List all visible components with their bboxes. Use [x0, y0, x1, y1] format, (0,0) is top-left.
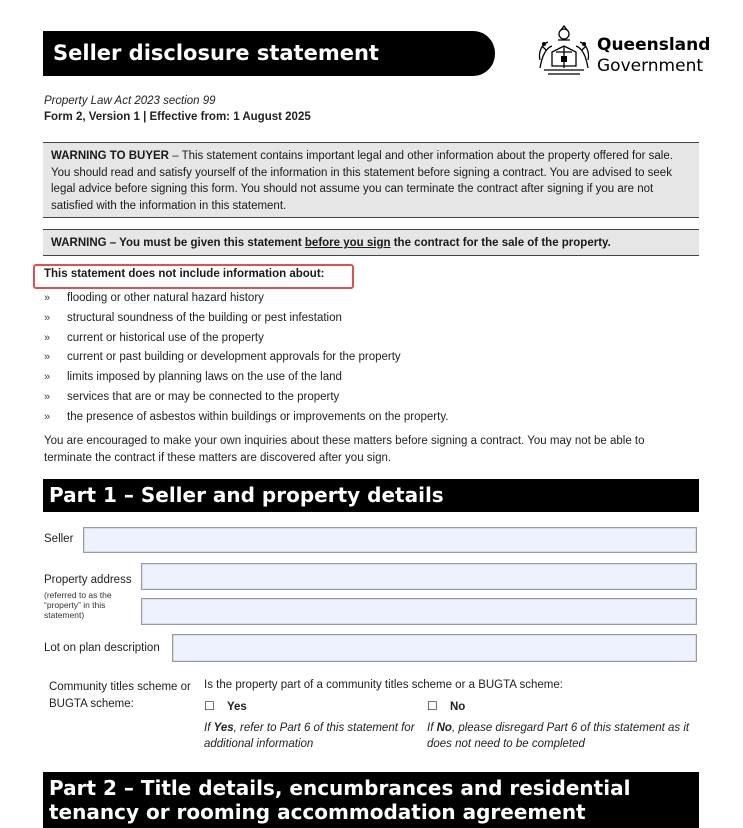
list-item-text: limits imposed by planning laws on the use of the land — [67, 371, 342, 384]
yes-note — [204, 720, 419, 752]
no-note-bold: No — [436, 722, 452, 734]
community-titles-label: Community titles scheme or BUGTA scheme: — [49, 681, 191, 710]
logo-wordmark-queensland: Queensland — [597, 35, 711, 55]
bullet-marker: » — [44, 410, 51, 423]
lot-on-plan-input[interactable] — [172, 634, 697, 662]
list-item-text: services that are or may be connected to the property — [67, 390, 340, 403]
list-item — [44, 289, 684, 309]
warning-sign-box — [43, 229, 699, 256]
warning-to-buyer-label: WARNING TO BUYER — [51, 150, 169, 162]
seller-label: Seller — [44, 533, 74, 545]
list-item-text: flooding or other natural hazard history — [67, 292, 264, 304]
not-included-list — [44, 289, 684, 428]
not-included-heading: This statement does not include information about: — [44, 268, 325, 280]
form-version: Form 2, Version 1 | Effective from: 1 August 2025 — [44, 111, 311, 123]
no-note — [427, 720, 692, 752]
yes-checkbox[interactable]: ☐ — [204, 699, 215, 713]
no-note-rest: , please disregard Part 6 of this statement as it does not need to be completed — [427, 722, 690, 750]
lot-on-plan-label: Lot on plan description — [44, 642, 160, 654]
list-item — [44, 388, 684, 408]
seller-input[interactable] — [83, 527, 697, 553]
logo-wordmark-government: Government — [597, 56, 704, 76]
bullet-marker: » — [44, 351, 51, 364]
encouragement-paragraph: You are encouraged to make your own inquiries about these matters before signing a contract. You may not be able to terminate the contract if these matters are discovered after you sign. — [44, 435, 645, 464]
warning-sign-prefix: WARNING – You must be given this statement — [51, 237, 305, 249]
warning-to-buyer-text: – This statement contains important legal and other information about the property offered for sale. You should read and satisfy yourself of the information in this statement before signing a contract. You are advised to seek legal advice before signing this form. You should not assume you can terminate the contract after signing if you are not satisfied with the information in this statement. — [51, 150, 673, 212]
property-address-note: (referred to as the “property” in this statement) — [44, 590, 112, 620]
bullet-marker: » — [44, 371, 51, 384]
yes-option-label: Yes — [227, 701, 247, 713]
no-checkbox[interactable]: ☐ — [427, 699, 438, 713]
list-item — [44, 329, 684, 349]
bullet-marker: » — [44, 390, 51, 403]
bullet-marker: » — [44, 331, 51, 344]
no-note-if: If — [427, 722, 437, 734]
act-reference: Property Law Act 2023 section 99 — [44, 95, 216, 107]
warning-to-buyer-box — [43, 142, 699, 218]
yes-note-bold: Yes — [213, 722, 234, 734]
part2-heading: Part 2 – Title details, encumbrances and residential tenancy or rooming accommodation agreement — [43, 772, 699, 828]
yes-note-rest: , refer to Part 6 of this statement for additional information — [204, 722, 415, 750]
list-item — [44, 348, 684, 368]
property-address-input-line1[interactable] — [141, 563, 697, 590]
list-item — [44, 408, 684, 428]
list-item-text: the presence of asbestos within buildings or improvements on the property. — [67, 410, 449, 423]
community-titles-question: Is the property part of a community titles scheme or a BUGTA scheme: — [204, 679, 563, 691]
part1-heading: Part 1 – Seller and property details — [43, 479, 699, 512]
bullet-marker: » — [44, 311, 51, 324]
list-item-text: current or historical use of the property — [67, 331, 264, 344]
no-option-label: No — [450, 701, 466, 713]
warning-sign-underlined: before you sign — [304, 237, 391, 249]
property-address-input-line2[interactable] — [141, 598, 697, 625]
list-item — [44, 309, 684, 329]
list-item — [44, 368, 684, 388]
bullet-marker: » — [44, 292, 51, 304]
list-item-text: structural soundness of the building or pest infestation — [67, 311, 342, 324]
warning-sign-suffix: the contract for the sale of the property. — [390, 237, 611, 249]
page-title: Seller disclosure statement — [43, 31, 495, 76]
list-item-text: current or past building or development approvals for the property — [67, 351, 401, 364]
property-address-label: Property address — [44, 574, 132, 586]
yes-note-if: If — [204, 722, 214, 734]
